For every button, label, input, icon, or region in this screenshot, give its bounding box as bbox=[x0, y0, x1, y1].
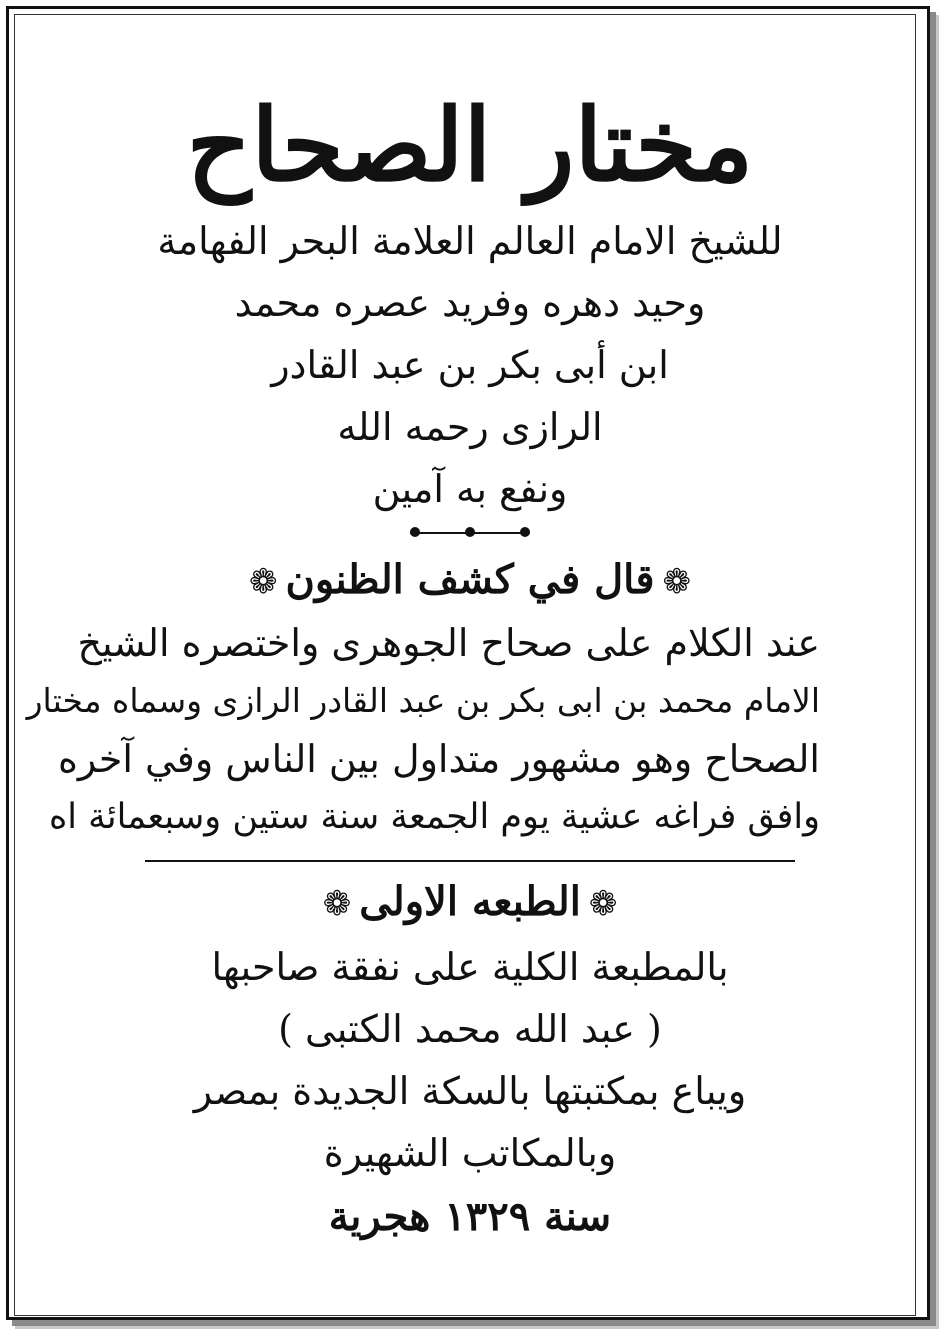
author-line-1: للشيخ الامام العالم العلامة البحر الفهامة bbox=[157, 219, 783, 263]
rule-dot bbox=[465, 527, 475, 537]
printer-line: بالمطبعة الكلية على نفقة صاحبها bbox=[211, 945, 729, 989]
title-page bbox=[26, 80, 820, 1250]
kashf-line-3: الصحاح وهو مشهور متداول بين الناس وفي آخره bbox=[58, 737, 820, 781]
flower-ornament-icon: ❁ bbox=[588, 884, 618, 924]
bookshops-line: وبالمكاتب الشهيرة bbox=[323, 1131, 617, 1175]
kashf-heading bbox=[120, 548, 820, 614]
author-line-3: ابن أبى بكر بن عبد القادر bbox=[271, 343, 669, 387]
publisher-name-line: ( عبد الله محمد الكتبى ) bbox=[278, 1007, 662, 1051]
flower-ornament-icon: ❁ bbox=[322, 884, 352, 924]
ornamental-rule bbox=[410, 524, 530, 542]
flower-ornament-icon: ❁ bbox=[249, 562, 278, 602]
section-divider bbox=[145, 860, 795, 862]
rule-dot bbox=[520, 527, 530, 537]
publication-year: سنة ١٣٢٩ هجرية bbox=[328, 1193, 612, 1240]
flower-ornament-icon: ❁ bbox=[662, 562, 691, 602]
author-line-4: الرازى رحمه الله bbox=[337, 405, 603, 449]
kashf-heading-text: قال في كشف الظنون bbox=[285, 556, 655, 603]
edition-heading bbox=[120, 870, 820, 936]
book-title: مختار الصحاح bbox=[186, 86, 754, 204]
kashf-line-4: وافق فراغه عشية يوم الجمعة سنة ستين وسبعمائة اه bbox=[48, 797, 820, 837]
author-line-2: وحيد دهره وفريد عصره محمد bbox=[234, 281, 706, 325]
kashf-line-1: عند الكلام على صحاح الجوهرى واختصره الشيخ bbox=[77, 621, 820, 665]
rule-dot bbox=[410, 527, 420, 537]
edition-heading-text: الطبعه الاولى bbox=[359, 878, 581, 925]
kashf-line-2: الامام محمد بن ابى بكر بن عبد القادر الرازى وسماه مختار bbox=[26, 681, 820, 720]
author-line-5: ونفع به آمين bbox=[372, 467, 568, 511]
sold-at-line: ويباع بمكتبتها بالسكة الجديدة بمصر bbox=[193, 1069, 747, 1113]
